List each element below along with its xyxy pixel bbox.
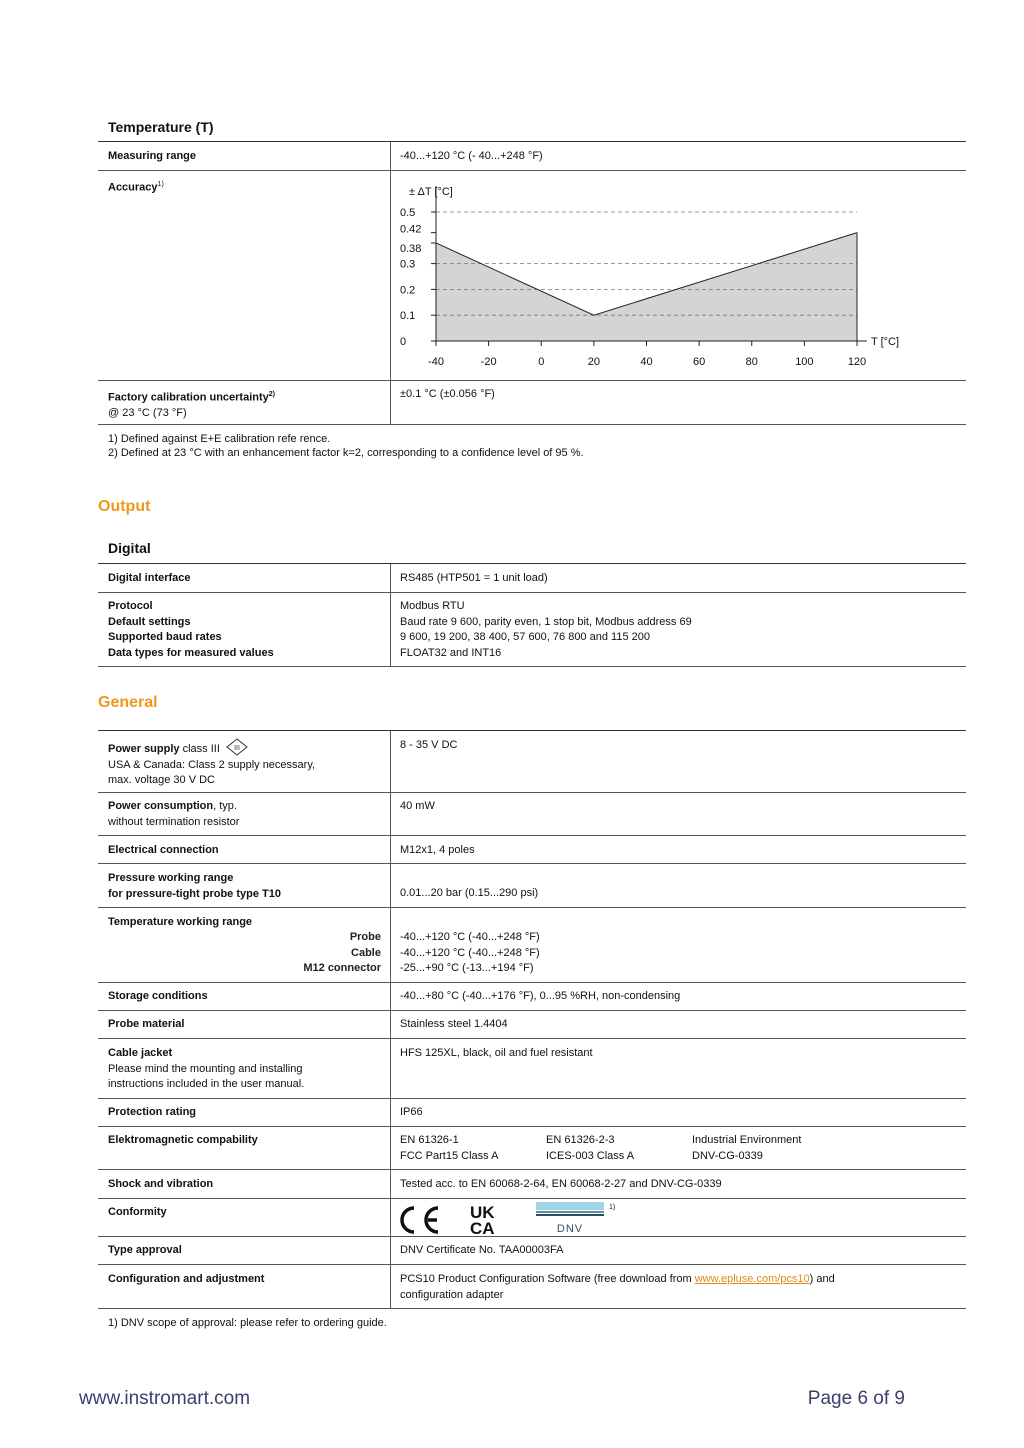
accuracy-chart	[392, 176, 932, 376]
digital-heading: Digital	[108, 540, 151, 556]
shock-vibration-label: Shock and vibration	[108, 1178, 214, 1190]
footnote-2: 2) Defined at 23 °C with an enhancement factor k=2, corresponding to a confidence level of 95 %.	[108, 447, 584, 459]
accuracy-area	[436, 233, 857, 341]
dnv-footnote: 1) DNV scope of approval: please refer to ordering guide.	[108, 1317, 387, 1329]
digital-interface-label: Digital interface	[108, 572, 191, 584]
power-consumption-label: Power consumption, typ. without termination resistor	[108, 800, 240, 828]
column-divider	[390, 731, 391, 1308]
divider	[98, 1169, 966, 1170]
x-tick-label: 100	[795, 356, 814, 368]
emc-col-1: EN 61326-1 FCC Part15 Class A	[400, 1134, 499, 1162]
y-tick-label: 0.5	[400, 207, 416, 219]
divider	[98, 982, 966, 983]
pcs10-download-link[interactable]: www.epluse.com/pcs10	[694, 1273, 810, 1285]
digital-interface-value: RS485 (HTP501 = 1 unit load)	[400, 572, 548, 584]
divider	[98, 592, 966, 593]
divider	[98, 863, 966, 864]
y-axis-label: ± ΔT [°C]	[409, 186, 453, 198]
divider	[98, 380, 966, 381]
conformity-label: Conformity	[108, 1206, 167, 1218]
power-consumption-value: 40 mW	[400, 800, 435, 812]
column-divider	[390, 142, 391, 424]
factory-calibration-label: Factory calibration uncertainty$^{2)}$ @ 23 °C (73 °F)	[108, 391, 275, 420]
protection-rating-value: IP66	[400, 1106, 423, 1118]
storage-conditions-label: Storage conditions	[108, 990, 208, 1002]
electrical-connection-value: M12x1, 4 poles	[400, 844, 475, 856]
electrical-connection-label: Electrical connection	[108, 844, 219, 856]
cable-jacket-value: HFS 125XL, black, oil and fuel resistant	[400, 1047, 593, 1059]
cable-temp-value: -40...+120 °C (-40...+248 °F)	[400, 946, 540, 959]
protection-rating-label: Protection rating	[108, 1106, 197, 1118]
storage-conditions-value: -40...+80 °C (-40...+176 °F), 0...95 %RH, non-condensing	[400, 990, 681, 1002]
svg-text:1): 1)	[609, 1204, 616, 1211]
divider	[98, 1264, 966, 1265]
divider	[98, 563, 966, 564]
y-tick-label: 0.1	[400, 310, 416, 323]
pressure-range-value: 0.01...20 bar (0.15...290 psi)	[400, 887, 539, 899]
power-supply-value: 8 - 35 V DC	[400, 739, 458, 751]
divider	[98, 1038, 966, 1039]
x-tick-label: 120	[847, 356, 867, 368]
measuring-range-label: Measuring range	[108, 150, 197, 162]
temperature-heading: Temperature (T)	[108, 119, 214, 135]
pressure-range-label: Pressure working range for pressure-tight probe type T10	[108, 872, 281, 900]
emc-col-3: Industrial Environment DNV-CG-0339	[692, 1134, 802, 1162]
type-approval-value: DNV Certificate No. TAA00003FA	[400, 1244, 564, 1256]
divider	[98, 792, 966, 793]
svg-text:CA: CA	[470, 1219, 495, 1236]
cable-label: Cable	[351, 946, 381, 959]
x-tick-label: 20	[587, 356, 600, 368]
general-heading: General	[98, 694, 158, 711]
divider	[98, 730, 966, 731]
emc-label: Elektromagnetic compability	[108, 1134, 258, 1146]
divider	[98, 666, 966, 667]
divider	[98, 1236, 966, 1237]
divider	[98, 1126, 966, 1127]
footer-url[interactable]: www.instromart.com	[79, 1388, 251, 1409]
svg-text:DNV: DNV	[556, 1223, 584, 1235]
y-tick-label: 0.42	[400, 223, 422, 236]
y-tick-label: 0.38	[400, 242, 422, 255]
footnote-1: 1) Defined against E+E calibration refe rence.	[108, 433, 331, 445]
protocol-values: Modbus RTU Baud rate 9 600, parity even, 1 stop bit, Modbus address 69 9 600, 19 200, 38 400, 57 600, 76 800 and 115 200 FLOAT32 and INT16	[400, 600, 692, 659]
divider	[98, 1198, 966, 1199]
divider	[98, 1098, 966, 1099]
probe-temp-value: -40...+120 °C (-40...+248 °F)	[400, 931, 540, 943]
x-axis-label: T [°C]	[871, 336, 900, 348]
type-approval-label: Type approval	[108, 1244, 182, 1256]
divider	[98, 141, 966, 142]
x-tick-label: -20	[480, 356, 497, 368]
class-iii-icon	[225, 738, 249, 756]
y-tick-label: 0.3	[400, 258, 416, 271]
column-divider	[390, 564, 391, 666]
x-tick-label: 40	[640, 356, 653, 368]
temp-working-range-label: Temperature working range	[108, 916, 253, 928]
svg-text:III: III	[234, 745, 240, 752]
m12-temp-value: -25...+90 °C (-13...+194 °F)	[400, 962, 534, 974]
x-tick-label: 60	[693, 356, 706, 368]
divider	[98, 907, 966, 908]
divider	[98, 1308, 966, 1309]
divider	[98, 170, 966, 171]
page-number: Page 6 of 9	[807, 1388, 905, 1409]
conformity-logos	[398, 1202, 628, 1236]
x-tick-label: 0	[538, 356, 545, 368]
y-tick-label: 0.2	[400, 284, 416, 297]
ukca-mark-icon	[470, 1203, 495, 1236]
x-tick-label: -40	[428, 356, 444, 368]
measuring-range-value: -40...+120 °C (- 40...+248 °F)	[400, 150, 543, 162]
protocol-labels: Protocol Default settings Supported baud rates Data types for measured values	[108, 600, 274, 659]
configuration-value: PCS10 Product Configuration Software (free download from www.epluse.com/pcs10) and configuration adapter	[400, 1273, 835, 1301]
output-heading: Output	[98, 498, 151, 515]
probe-material-label: Probe material	[108, 1018, 185, 1030]
factory-calibration-value: ±0.1 °C (±0.056 °F)	[400, 388, 495, 400]
emc-col-2: EN 61326-2-3 ICES-003 Class A	[546, 1134, 635, 1162]
cable-jacket-label: Cable jacket Please mind the mounting and installing instructions included in the user manual.	[108, 1047, 305, 1090]
probe-material-value: Stainless steel 1.4404	[400, 1018, 508, 1030]
divider	[98, 835, 966, 836]
svg-text:UK: UK	[470, 1203, 495, 1222]
configuration-label: Configuration and adjustment	[108, 1273, 265, 1285]
power-supply-label: Power supply class III III USA & Canada: Class 2 supply necessary, max. voltage 30 V DC	[108, 738, 315, 789]
x-tick-label: 80	[745, 356, 758, 368]
dnv-logo	[536, 1202, 615, 1235]
accuracy-label: Accuracy$^{1)}$	[108, 181, 164, 194]
divider	[98, 424, 966, 425]
divider	[98, 1010, 966, 1011]
m12-connector-label: M12 connector	[303, 962, 381, 974]
probe-label: Probe	[349, 931, 381, 943]
shock-vibration-value: Tested acc. to EN 60068-2-64, EN 60068-2-27 and DNV-CG-0339	[400, 1178, 722, 1190]
y-tick-label: 0	[400, 336, 407, 348]
ce-mark-icon	[402, 1208, 438, 1232]
